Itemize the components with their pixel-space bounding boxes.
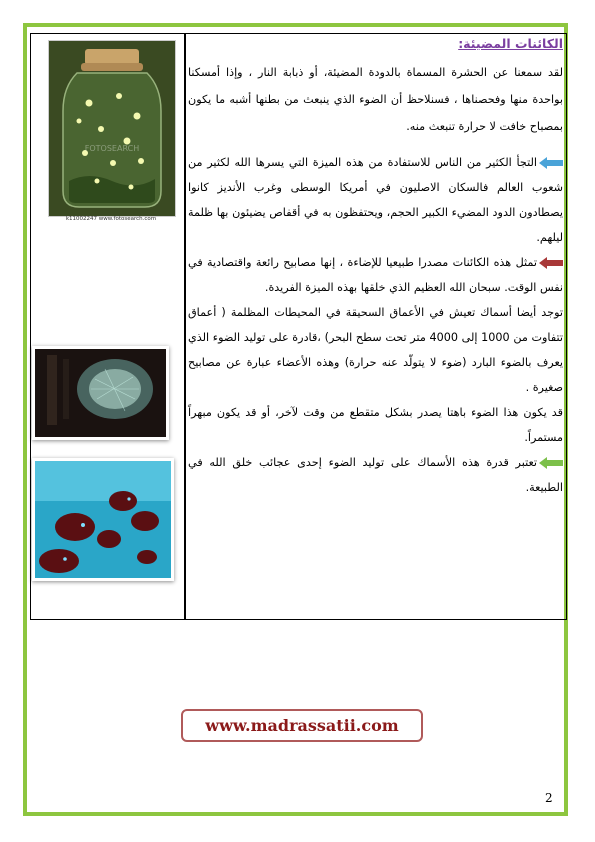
column-divider <box>184 33 186 620</box>
paragraph-6-text: تعتبر قدرة هذه الأسماك على توليد الضوء إحدى عجائب خلق الله في الطبيعة. <box>188 456 563 494</box>
firefly-jar-illustration <box>49 41 175 216</box>
paragraph-2-text: التجأ الكثير من الناس للاستفادة من هذه الميزة التي يسرها الله لكثير من شعوب العالم فالسكان الاصليون في أمريكا الوسطى وغرب الأنديز كانوا يصطادون الدود المضيء الكبير الحجم، ويحتفظون به في أقفاص يضيئون بها ظلمة ليلهم. <box>188 156 563 244</box>
paragraph-3 <box>188 250 563 300</box>
glowing-creature-photo <box>32 346 169 440</box>
page-number: 2 <box>545 791 553 805</box>
blue-arrow-icon <box>539 157 563 169</box>
image-caption: k11002247 www.fotosearch.com <box>65 216 157 222</box>
paragraph-6 <box>188 450 563 500</box>
jar-watermark: FOTOSEARCH <box>84 144 140 153</box>
firefly-jar-image <box>48 40 176 217</box>
glowing-fish-illustration <box>35 461 171 578</box>
green-arrow-icon <box>539 457 563 469</box>
red-arrow-icon <box>539 257 563 269</box>
paragraph-2 <box>188 150 563 250</box>
paragraph-3-text: تمثل هذه الكائنات مصدرا طبيعيا للإضاءة ، إنها مصابيح رائعة واقتصادية في نفس الوقت. سبحان الله العظيم الذي خلقها بهذه الميزة الفريدة. <box>188 256 563 294</box>
paragraph-1: لقد سمعنا عن الحشرة المسماة بالدودة المضيئة، أو ذبابة النار ، وإذا أمسكنا بواحدة منها وفحصناها ، فسنلاحظ أن الضوء الذي ينبعث من بطنها أشبه ما يكون بمصباح خافت لا حرارة تنبعث منه. <box>188 66 563 133</box>
glowing-creature-illustration <box>35 349 166 437</box>
text-column <box>188 36 563 616</box>
website-link[interactable]: www.madrassatii.com <box>181 709 423 742</box>
glowing-fish-photo <box>32 458 174 581</box>
section-heading: الكائنات المضيئة: <box>458 36 563 51</box>
paragraph-5: قد يكون هذا الضوء باهتا يصدر بشكل متقطع من وقت لآخر، أو قد يكون مبهراً مستمراً. <box>188 406 563 444</box>
paragraph-4: توجد أيضا أسماك تعيش في الأعماق السحيقة في المحيطات المظلمة ( أعماق تتفاوت من 1000 إلى 4000 متر تحت سطح البحر) ،قادرة على توليد الضوء الذي يعرف بالضوء البارد (ضوء لا يتولّد عنه حرارة) وهذه الأعضاء عبارة عن مصابيح صغيرة . <box>188 306 563 394</box>
